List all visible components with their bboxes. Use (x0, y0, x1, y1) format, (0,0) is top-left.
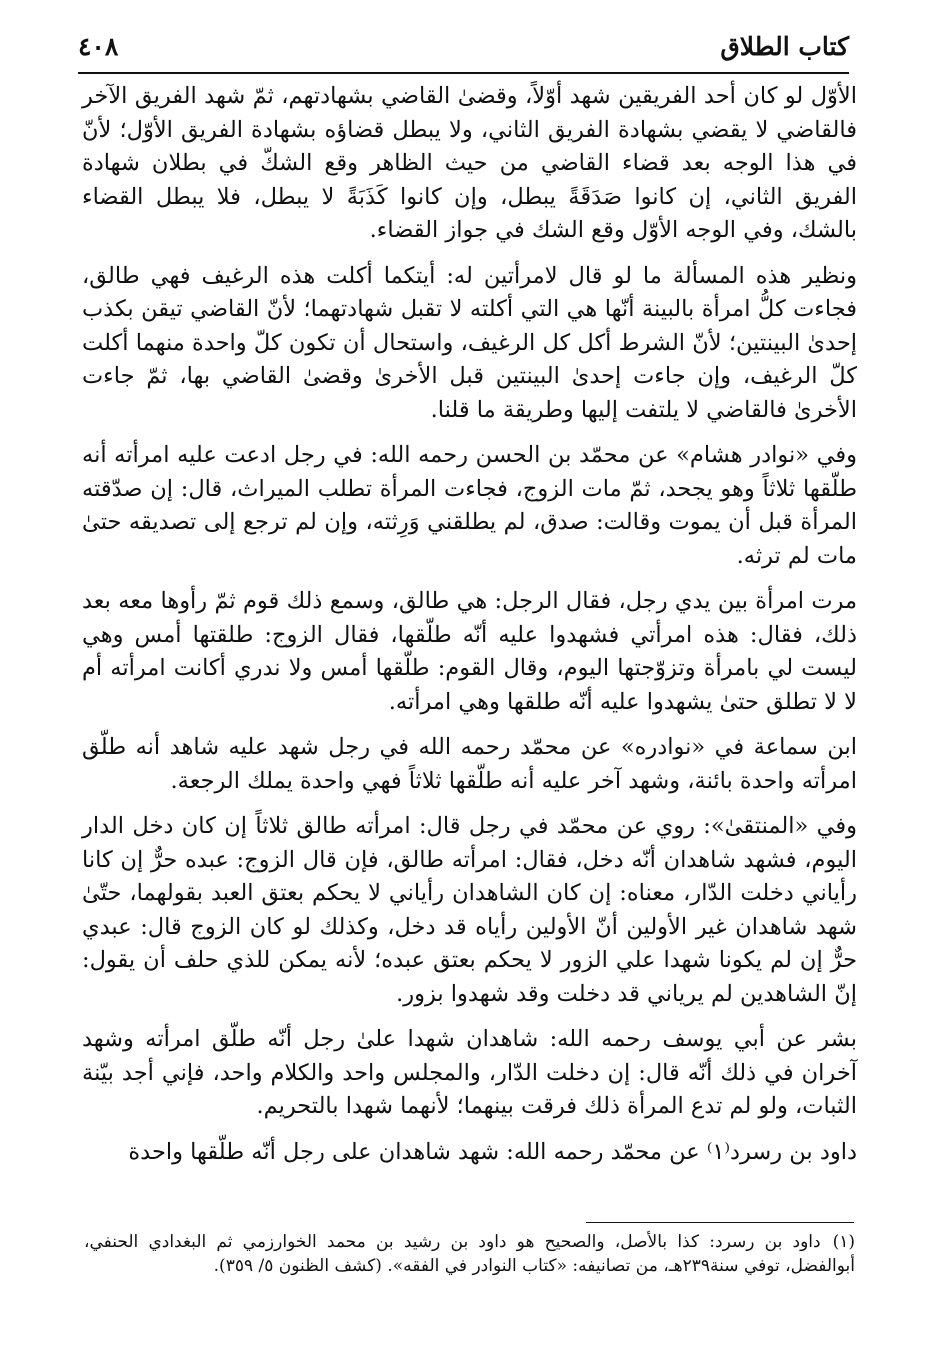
header-divider (78, 72, 849, 74)
paragraph: الأوّل لو كان أحد الفريقين شهد أوّلاً، وقضىٰ القاضي بشهادتهم، ثمّ شهد الفريق الآخر فالقاضي لا يقضي بشهادة الفريق الثاني، ولا يبطل قضاؤه بشهادة الفريق الأوّل؛ لأنّ في هذا الوجه بعد قضاء القاضي من حيث الظاهر وقع الشكّ في بطلان شهادة الفريق الثاني، إن كانوا صَدَقَةً يبطل، وإن كانوا كَذَبَةً لا يبطل، فلا يبطل القضاء بالشك، وفي الوجه الأوّل وقع الشك في جواز القضاء. (82, 83, 857, 243)
footnote-number: (١) (832, 1232, 855, 1252)
footnote-text: داود بن رسرد: كذا بالأصل، والصحيح هو داود بن رشيد بن محمد الخوارزمي ثم البغدادي الحنفي، أبوالفضل، توفي سنة٢٣٩هـ، من تصانيفه: «كتاب النوادر في الفقه». (كشف الظنون ٥/ ٣٥٩). (84, 1232, 855, 1276)
paragraph: بشر عن أبي يوسف رحمه الله: شاهدان شهدا علىٰ رجل أنّه طلّق امرأته وشهد آخران في ذلك أنّه قال: إن دخلت الدّار، والمجلس واحد والكلام واحد، فإني أجد بيّنة الثبات، ولو لم تدع المرأة ذلك فرقت بينهما؛ لأنهما شهدا بالتحريم. (82, 1026, 857, 1119)
running-title: كتاب الطلاق (720, 32, 849, 61)
footnotes (84, 1230, 855, 1278)
footnote-divider (586, 1222, 854, 1223)
page-number: ٤٠٨ (78, 32, 119, 61)
paragraph: وفي «المنتقىٰ»: روي عن محمّد في رجل قال: امرأته طالق ثلاثاً إن كان دخل الدار اليوم، فشهد شاهدان أنّه دخل، فقال: امرأته طالق، فإن قال الزوج: عبده حرٌّ إن كانا رأياني دخلت الدّار، معناه: إن كان الشاهدان رأياني لا يحكم بعتق العبد بقولهما، حتّىٰ شهد شاهدان غير الأولين أنّ الأولين رأياه قد دخل، وكذلك لو كان الزوج قال: عبدي حرٌّ إن لم يكونا شهدا علي الزور لا يحكم بعتق عبده؛ لأنه يمكن للذي حلف أن يقول: إنّ الشاهدين لم يرياني قد دخلت وقد شهدوا بزور. (82, 813, 857, 1007)
page-header (78, 28, 849, 66)
footnote (84, 1230, 855, 1278)
paragraph: وفي «نوادر هشام» عن محمّد بن الحسن رحمه الله: في رجل ادعت عليه امرأته أنه طلّقها ثلاثاً وهو يجحد، ثمّ مات الزوج، فجاءت المرأة تطلب الميراث، قال: إن صدّقته المرأة قبل أن يموت وقالت: صدق، لم يطلقني وَرِثته، وإن لم ترجع إلى تصديقه حتىٰ مات لم ترثه. (82, 442, 857, 569)
paragraph: ونظير هذه المسألة ما لو قال لامرأتين له: أيتكما أكلت هذه الرغيف فهي طالق، فجاءت كلُّ امرأة بالبينة أنّها هي التي أكلته لا تقبل شهادتهما؛ لأنّ القاضي تيقن بكذب إحدىٰ البينتين؛ لأنّ الشرط أكل كل الرغيف، واستحال أن تكون كلّ واحدة منهما أكلت كلّ الرغيف، وإن جاءت إحدىٰ البينتين قبل الأخرىٰ وقضىٰ القاضي بها، ثمّ جاءت الأخرىٰ فالقاضي لا يلتفت إليها وطريقة ما قلنا. (82, 262, 857, 423)
paragraph: مرت امرأة بين يدي رجل، فقال الرجل: هي طالق، وسمع ذلك قوم ثمّ رأوها معه بعد ذلك، فقال: هذه امرأتي فشهدوا عليه أنّه طلّقها، فقال الزوج: طلقتها أمس وهي ليست لي بامرأة وتزوّجتها اليوم، وقال القوم: طلّقها أمس ولا ندري أكانت امرأته أم لا لا تطلق حتىٰ يشهدوا عليه أنّه طلقها وهي امرأته. (82, 588, 857, 715)
main-text (82, 80, 857, 1181)
paragraph: ابن سماعة في «نوادره» عن محمّد رحمه الله في رجل شهد عليه شاهد أنه طلّق امرأته واحدة بائنة، وشهد آخر عليه أنه طلّقها ثلاثاً فهي واحدة يملك الرجعة. (82, 734, 857, 794)
paragraph: داود بن رسرد⁽١⁾ عن محمّد رحمه الله: شهد شاهدان على رجل أنّه طلّقها واحدة (128, 1138, 857, 1165)
